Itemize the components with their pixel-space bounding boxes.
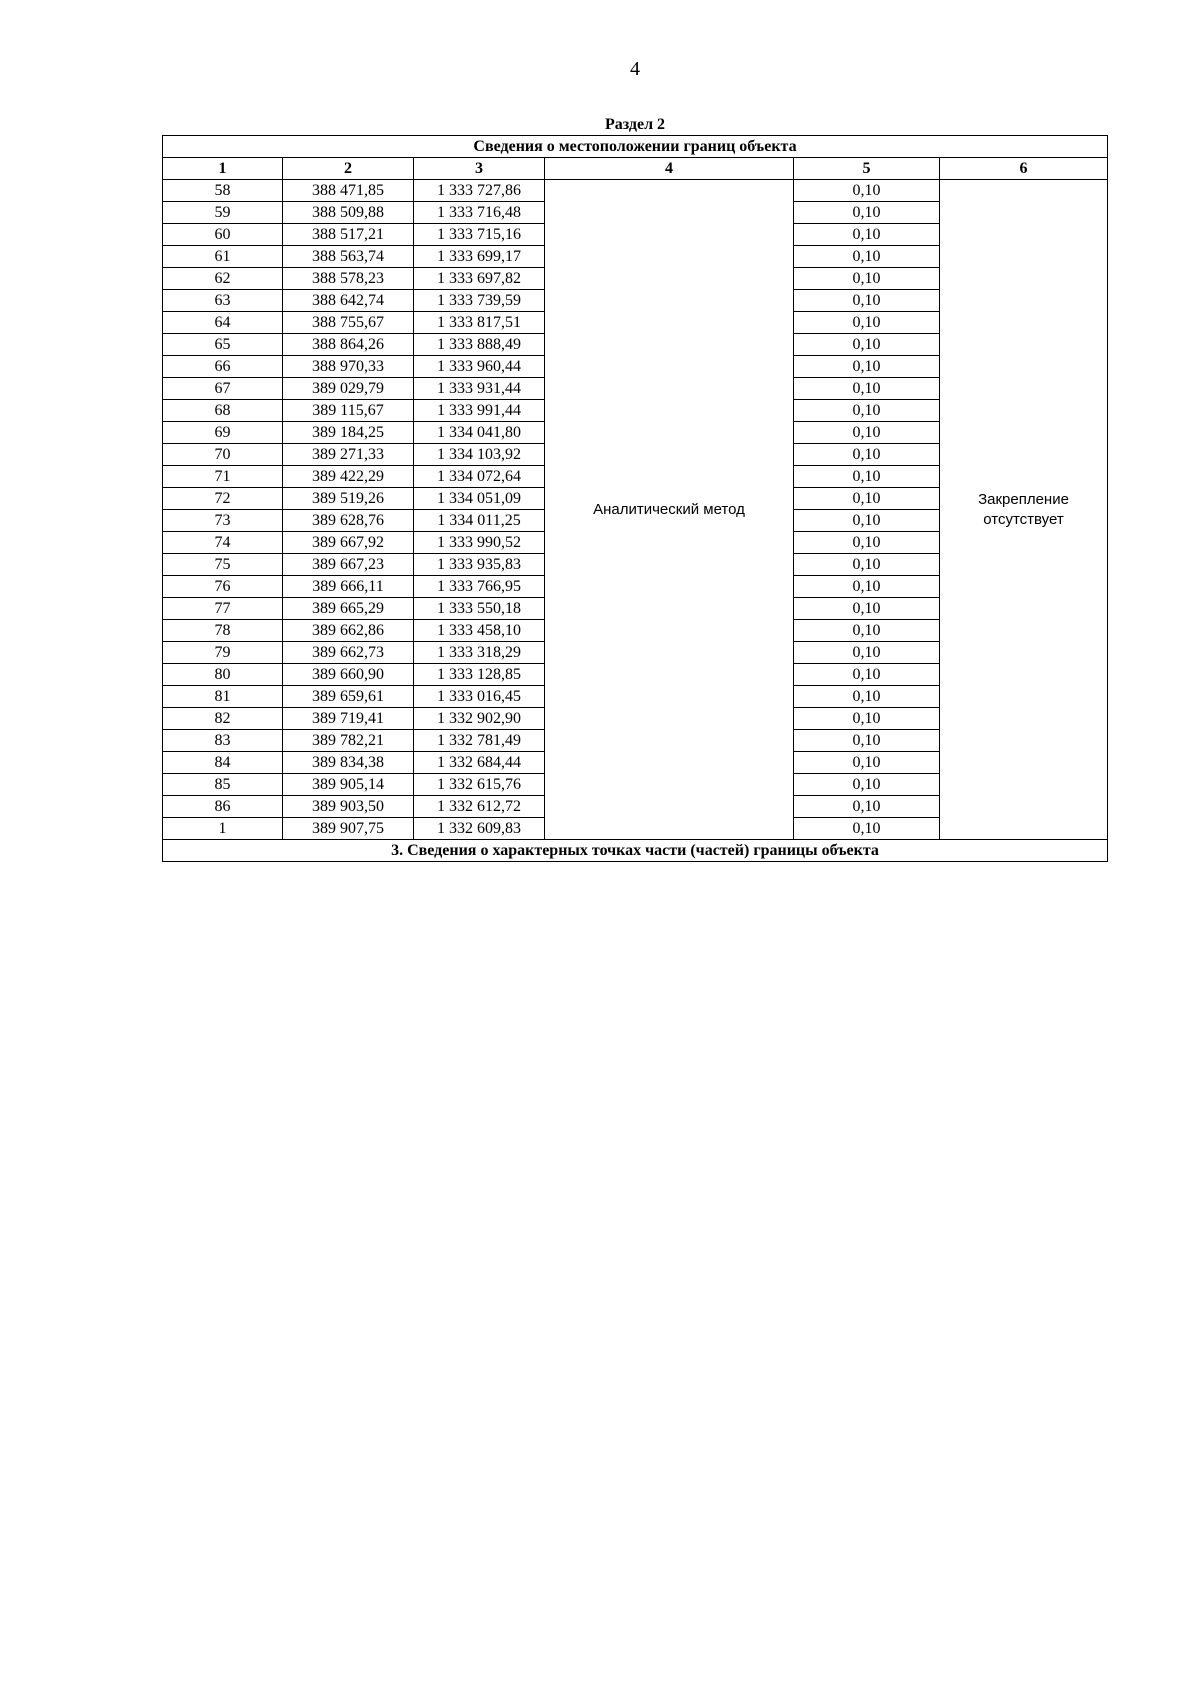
point-number: 63 — [163, 290, 283, 312]
coord-y: 1 332 609,83 — [414, 818, 545, 840]
coord-x: 389 667,92 — [283, 532, 414, 554]
coord-y: 1 333 550,18 — [414, 598, 545, 620]
coord-y: 1 333 766,95 — [414, 576, 545, 598]
point-number: 79 — [163, 642, 283, 664]
point-number: 68 — [163, 400, 283, 422]
point-number: 59 — [163, 202, 283, 224]
accuracy: 0,10 — [794, 708, 940, 730]
accuracy: 0,10 — [794, 180, 940, 202]
point-number: 78 — [163, 620, 283, 642]
coord-y: 1 333 727,86 — [414, 180, 545, 202]
point-number: 76 — [163, 576, 283, 598]
coord-y: 1 333 990,52 — [414, 532, 545, 554]
coord-y: 1 333 935,83 — [414, 554, 545, 576]
coord-x: 389 665,29 — [283, 598, 414, 620]
coord-x: 389 903,50 — [283, 796, 414, 818]
point-number: 73 — [163, 510, 283, 532]
accuracy: 0,10 — [794, 620, 940, 642]
method-cell: Аналитический метод — [545, 180, 794, 840]
coord-x: 389 519,26 — [283, 488, 414, 510]
point-number: 72 — [163, 488, 283, 510]
accuracy: 0,10 — [794, 312, 940, 334]
accuracy: 0,10 — [794, 796, 940, 818]
coord-y: 1 333 960,44 — [414, 356, 545, 378]
coord-y: 1 332 612,72 — [414, 796, 545, 818]
coord-y: 1 334 011,25 — [414, 510, 545, 532]
accuracy: 0,10 — [794, 598, 940, 620]
coord-y: 1 332 684,44 — [414, 752, 545, 774]
coord-y: 1 333 699,17 — [414, 246, 545, 268]
point-number: 69 — [163, 422, 283, 444]
coord-y: 1 333 016,45 — [414, 686, 545, 708]
point-number: 71 — [163, 466, 283, 488]
coord-x: 388 755,67 — [283, 312, 414, 334]
coord-x: 389 662,73 — [283, 642, 414, 664]
accuracy: 0,10 — [794, 444, 940, 466]
point-number: 82 — [163, 708, 283, 730]
coord-y: 1 334 041,80 — [414, 422, 545, 444]
column-number: 1 — [163, 158, 283, 180]
accuracy: 0,10 — [794, 576, 940, 598]
fixation-cell — [940, 180, 1108, 840]
coord-x: 388 642,74 — [283, 290, 414, 312]
point-number: 81 — [163, 686, 283, 708]
coord-y: 1 333 318,29 — [414, 642, 545, 664]
coord-x: 389 271,33 — [283, 444, 414, 466]
coord-y: 1 333 991,44 — [414, 400, 545, 422]
accuracy: 0,10 — [794, 400, 940, 422]
accuracy: 0,10 — [794, 752, 940, 774]
coord-x: 389 029,79 — [283, 378, 414, 400]
coord-x: 388 578,23 — [283, 268, 414, 290]
column-number: 4 — [545, 158, 794, 180]
fixation-line: отсутствует — [983, 510, 1064, 528]
point-number: 65 — [163, 334, 283, 356]
accuracy: 0,10 — [794, 246, 940, 268]
accuracy: 0,10 — [794, 290, 940, 312]
coord-x: 389 666,11 — [283, 576, 414, 598]
point-number: 61 — [163, 246, 283, 268]
table-footer: 3. Сведения о характерных точках части (частей) границы объекта — [163, 840, 1108, 862]
boundary-coordinates-table — [162, 135, 1108, 862]
point-number: 58 — [163, 180, 283, 202]
coord-x: 389 782,21 — [283, 730, 414, 752]
point-number: 84 — [163, 752, 283, 774]
point-number: 67 — [163, 378, 283, 400]
coord-y: 1 333 739,59 — [414, 290, 545, 312]
coord-x: 389 907,75 — [283, 818, 414, 840]
point-number: 80 — [163, 664, 283, 686]
coord-x: 389 834,38 — [283, 752, 414, 774]
point-number: 62 — [163, 268, 283, 290]
coord-x: 388 509,88 — [283, 202, 414, 224]
point-number: 60 — [163, 224, 283, 246]
table-footer-row — [163, 840, 1108, 862]
point-number: 74 — [163, 532, 283, 554]
table-title: Сведения о местоположении границ объекта — [163, 136, 1108, 158]
coord-x: 388 970,33 — [283, 356, 414, 378]
fixation-line: Закрепление — [978, 490, 1069, 508]
point-number: 77 — [163, 598, 283, 620]
column-number: 3 — [414, 158, 545, 180]
coord-y: 1 334 072,64 — [414, 466, 545, 488]
accuracy: 0,10 — [794, 334, 940, 356]
point-number: 86 — [163, 796, 283, 818]
column-number-row — [163, 158, 1108, 180]
accuracy: 0,10 — [794, 268, 940, 290]
point-number: 1 — [163, 818, 283, 840]
accuracy: 0,10 — [794, 818, 940, 840]
point-number: 75 — [163, 554, 283, 576]
point-number: 66 — [163, 356, 283, 378]
coord-y: 1 332 615,76 — [414, 774, 545, 796]
coord-x: 388 864,26 — [283, 334, 414, 356]
table-row — [163, 180, 1108, 202]
accuracy: 0,10 — [794, 642, 940, 664]
coord-y: 1 333 888,49 — [414, 334, 545, 356]
coord-x: 389 905,14 — [283, 774, 414, 796]
coord-x: 389 660,90 — [283, 664, 414, 686]
coord-y: 1 332 902,90 — [414, 708, 545, 730]
accuracy: 0,10 — [794, 686, 940, 708]
coord-y: 1 334 103,92 — [414, 444, 545, 466]
point-number: 64 — [163, 312, 283, 334]
accuracy: 0,10 — [794, 532, 940, 554]
coord-y: 1 333 128,85 — [414, 664, 545, 686]
coord-y: 1 333 931,44 — [414, 378, 545, 400]
coord-y: 1 334 051,09 — [414, 488, 545, 510]
point-number: 83 — [163, 730, 283, 752]
coord-x: 389 115,67 — [283, 400, 414, 422]
page-number: 4 — [630, 58, 640, 80]
coord-y: 1 333 817,51 — [414, 312, 545, 334]
coord-y: 1 333 716,48 — [414, 202, 545, 224]
accuracy: 0,10 — [794, 774, 940, 796]
coord-x: 389 422,29 — [283, 466, 414, 488]
coord-y: 1 333 458,10 — [414, 620, 545, 642]
accuracy: 0,10 — [794, 422, 940, 444]
coord-x: 389 184,25 — [283, 422, 414, 444]
coord-x: 389 628,76 — [283, 510, 414, 532]
point-number: 85 — [163, 774, 283, 796]
accuracy: 0,10 — [794, 488, 940, 510]
point-number: 70 — [163, 444, 283, 466]
accuracy: 0,10 — [794, 510, 940, 532]
coord-x: 388 517,21 — [283, 224, 414, 246]
accuracy: 0,10 — [794, 466, 940, 488]
accuracy: 0,10 — [794, 356, 940, 378]
coord-x: 388 563,74 — [283, 246, 414, 268]
accuracy: 0,10 — [794, 224, 940, 246]
accuracy: 0,10 — [794, 730, 940, 752]
table-title-row — [163, 136, 1108, 158]
coord-y: 1 333 697,82 — [414, 268, 545, 290]
accuracy: 0,10 — [794, 664, 940, 686]
accuracy: 0,10 — [794, 202, 940, 224]
coord-y: 1 332 781,49 — [414, 730, 545, 752]
coord-x: 388 471,85 — [283, 180, 414, 202]
coord-x: 389 662,86 — [283, 620, 414, 642]
coord-x: 389 719,41 — [283, 708, 414, 730]
accuracy: 0,10 — [794, 378, 940, 400]
coord-y: 1 333 715,16 — [414, 224, 545, 246]
section-caption: Раздел 2 — [604, 116, 666, 133]
column-number: 6 — [940, 158, 1108, 180]
column-number: 5 — [794, 158, 940, 180]
coord-x: 389 667,23 — [283, 554, 414, 576]
coord-x: 389 659,61 — [283, 686, 414, 708]
accuracy: 0,10 — [794, 554, 940, 576]
column-number: 2 — [283, 158, 414, 180]
